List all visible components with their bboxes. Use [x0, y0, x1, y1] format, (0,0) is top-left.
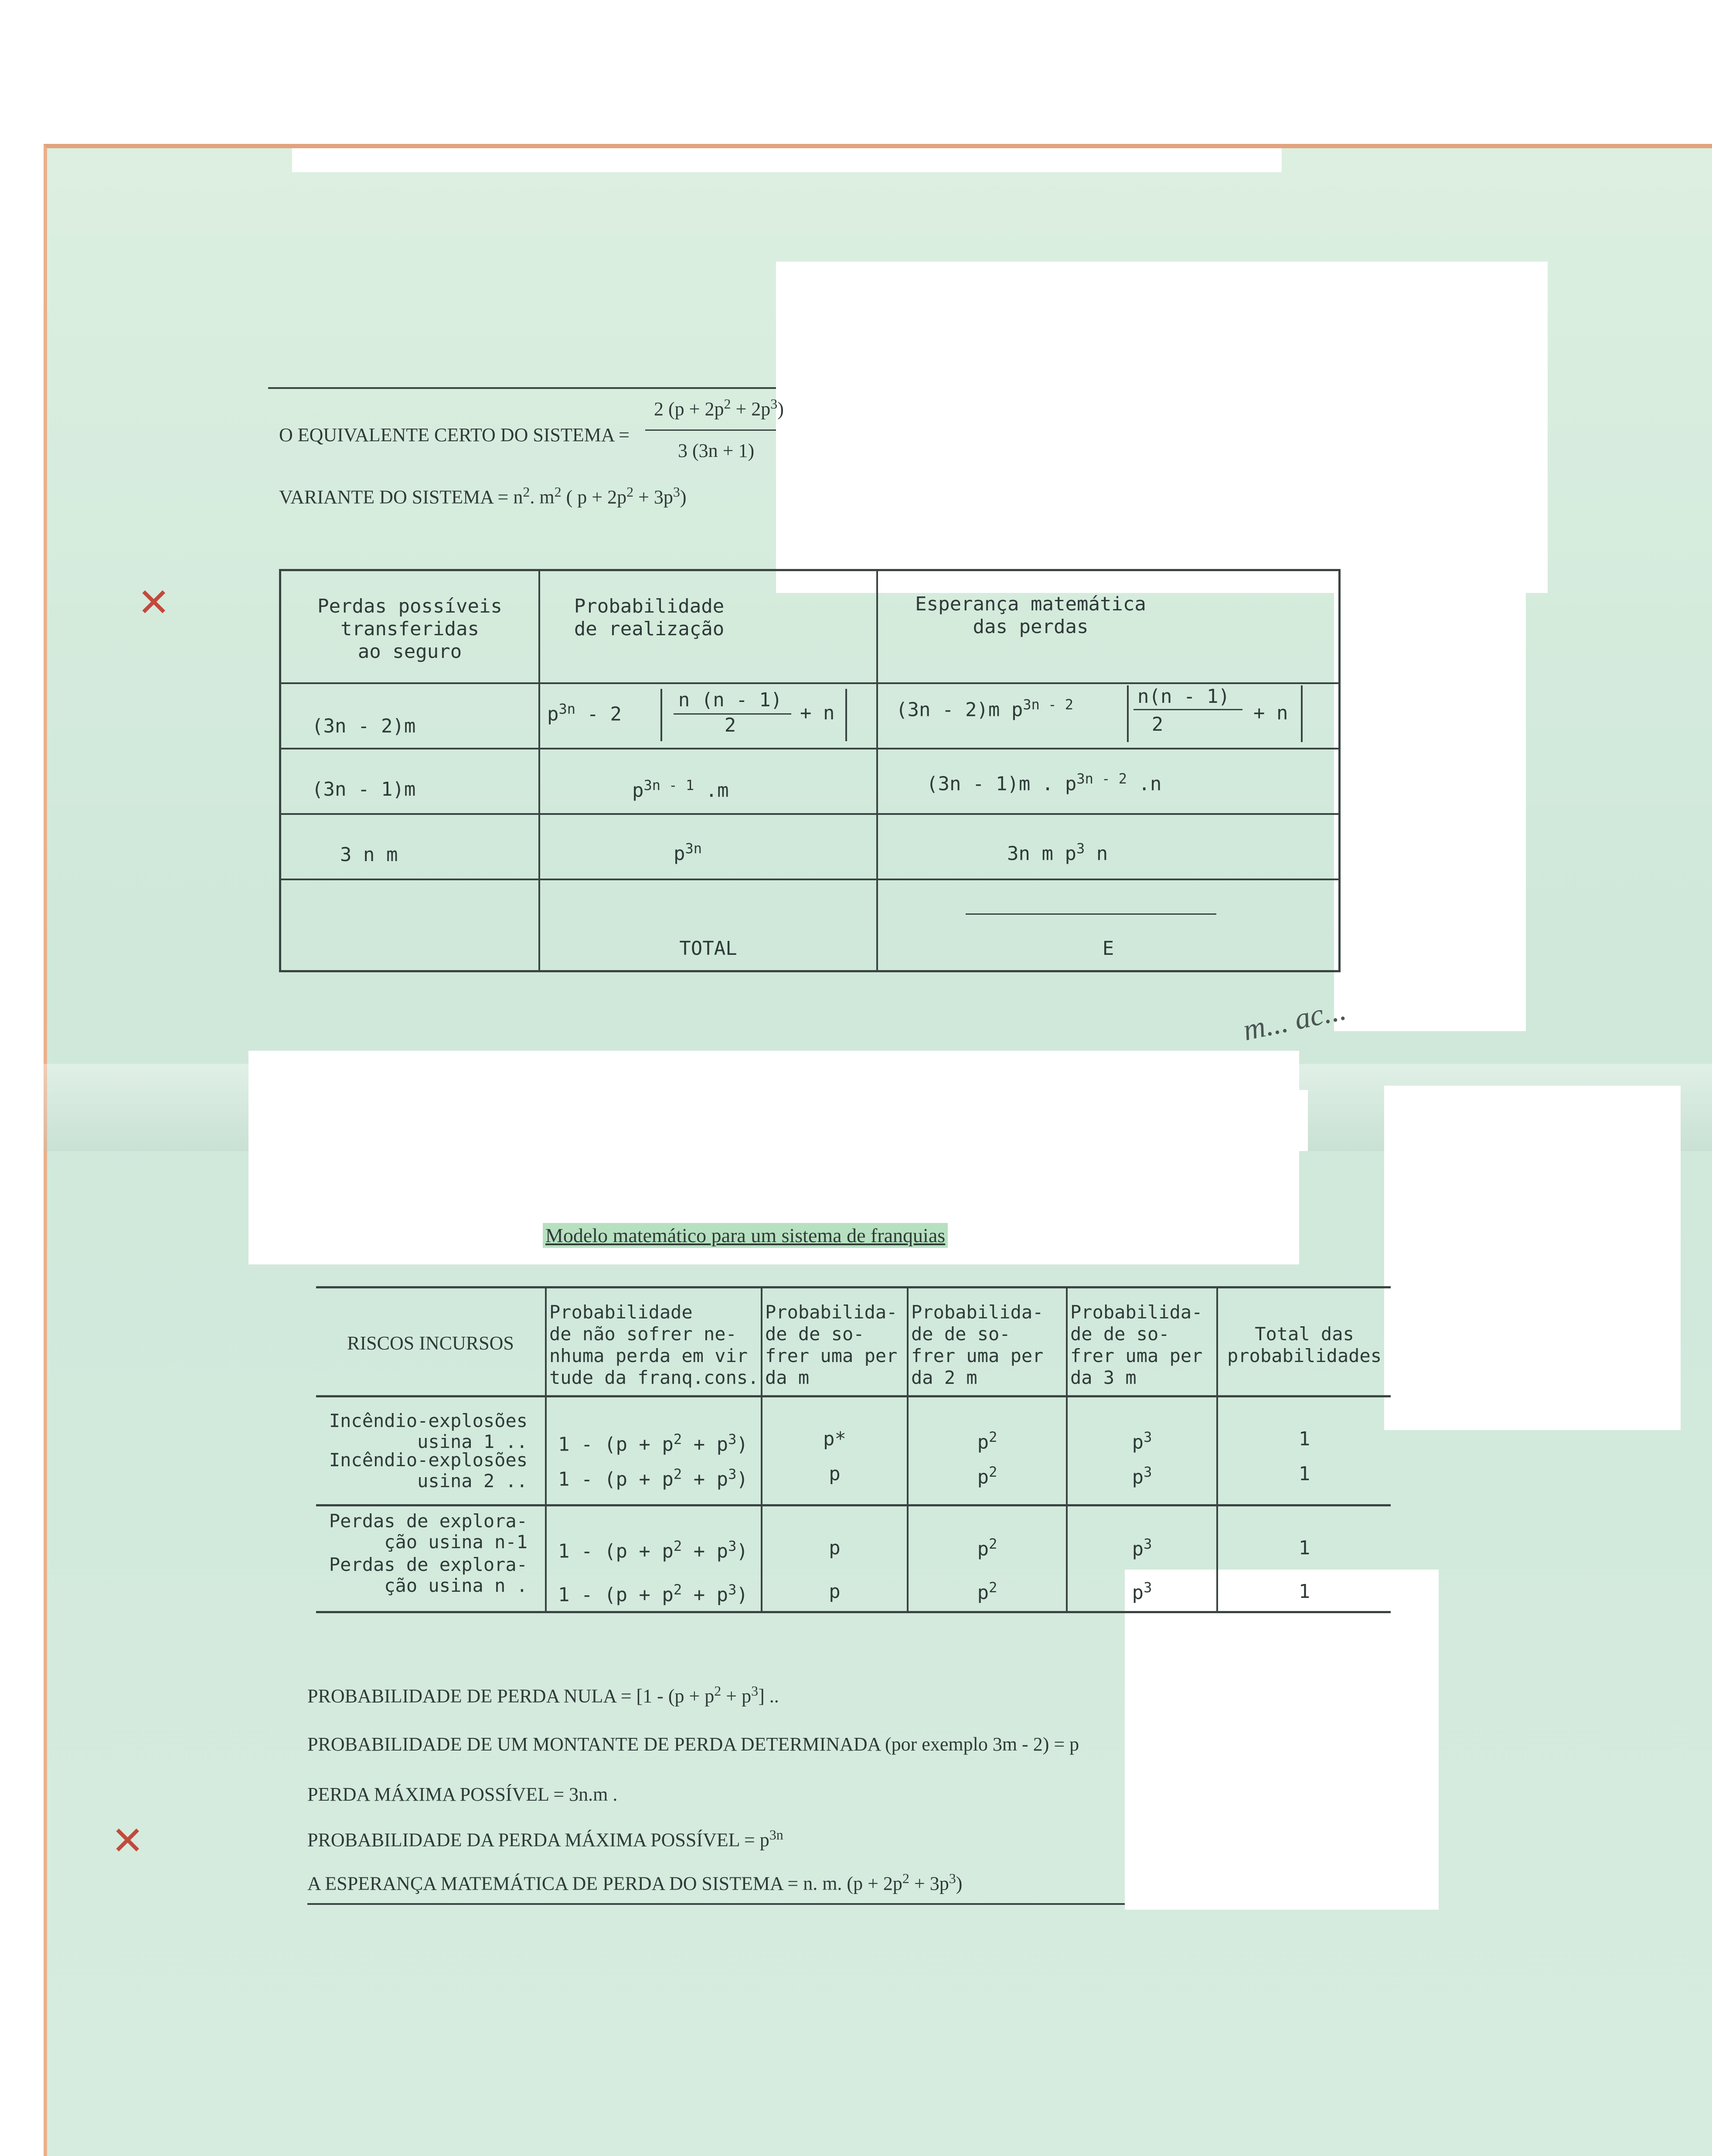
t1-row-divider-3: [281, 813, 1338, 815]
t2-row2-p3: $p^3$: [1132, 1464, 1152, 1488]
t1-row-divider-2: [281, 748, 1338, 749]
t1-row-divider-1: [281, 682, 1338, 684]
t1-row1-esp-frac-den: 2: [1151, 713, 1164, 736]
t1-row2-loss: (3n - 1)m: [312, 778, 416, 800]
t2-row1-none: $1 - (p + p^2 + p^3)$: [558, 1431, 748, 1456]
franchise-model-title: Modelo matemático para um sistema de franquias: [543, 1223, 948, 1248]
t2-header-p2: Probabilida- de de so- frer uma per da 2 m: [911, 1301, 1044, 1388]
table-franchise-model: [316, 1286, 1391, 1613]
t1-header-esp: Esperança matemática das perdas: [915, 593, 1146, 638]
t1-total-rule: [966, 913, 1216, 915]
t2-row1-p2: $p^2$: [977, 1429, 997, 1454]
bottom-rule: [307, 1903, 1125, 1905]
prob-max-loss: PROBABILIDADE DA PERDA MÁXIMA POSSÍVEL = $p^{3n}$: [307, 1827, 783, 1851]
redaction-lower-right: [1384, 1086, 1681, 1430]
t1-row1-prob-plus: + n: [800, 702, 835, 724]
t1-row2-prob: $p^{3n - 1}$ .m: [632, 777, 729, 802]
t1-header-loss: Perdas possíveis transferidas ao seguro: [317, 595, 502, 663]
x-mark-bottom: ✕: [111, 1818, 144, 1864]
prob-null-loss: PROBABILIDADE DE PERDA NULA = [$1 - (p + p^2 + p^3]$ ..: [307, 1683, 779, 1707]
t1-row1-esp: (3n - 2)m $p^{3n - 2}$: [896, 696, 1073, 721]
variance-formula: VARIANTE DO SISTEMA = $n^2$. $m^2$ ( $p + 2p^2 + 3p^3$): [279, 484, 687, 508]
t1-row1-esp-plus: + n: [1253, 702, 1288, 724]
t2-row3-p1: p: [829, 1537, 841, 1559]
t1-row1-esp-frac-bar: [1133, 709, 1242, 710]
table-expectations: [279, 569, 1341, 972]
redaction-middle-right: [1197, 1090, 1308, 1151]
t1-row-divider-4: [281, 879, 1338, 880]
t1-total-label: TOTAL: [679, 937, 737, 960]
t1-row1-loss: (3n - 2)m: [312, 715, 416, 737]
redaction-top-strip: [292, 148, 1282, 172]
t2-col-divider-1: [545, 1286, 547, 1613]
handwritten-note: m... ac...: [1240, 992, 1349, 1048]
t2-row2-total: 1: [1298, 1463, 1310, 1485]
t2-header-risks: RISCOS INCURSOS: [347, 1332, 514, 1354]
x-mark-top: ✕: [137, 580, 170, 626]
t1-total-value: E: [1102, 937, 1114, 960]
equiv-label: O EQUIVALENTE CERTO DO SISTEMA =: [279, 424, 630, 446]
t2-header-p1: Probabilida- de de so- frer uma per da m: [765, 1301, 898, 1388]
t2-row4-p1: p: [829, 1580, 841, 1603]
t2-header-p3: Probabilida- de de so- frer uma per da 3 m: [1070, 1301, 1203, 1388]
prob-determined-amount: PROBABILIDADE DE UM MONTANTE DE PERDA DETERMINADA (por exemplo 3m - 2) = p: [307, 1734, 1079, 1755]
t2-row1-risk: Incêndio-explosões usina 1 ..: [329, 1410, 528, 1452]
t2-header-rule: [316, 1395, 1391, 1397]
t2-row4-risk: Perdas de explora- ção usina n .: [329, 1554, 528, 1596]
t2-row3-none: $1 - (p + p^2 + p^3)$: [558, 1538, 748, 1563]
t2-row2-p2: $p^2$: [977, 1464, 997, 1488]
t2-row3-total: 1: [1298, 1537, 1310, 1559]
t1-row3-prob: $p^{3n}$: [674, 840, 702, 865]
top-rule: [268, 387, 776, 389]
redaction-bottom-right: [1125, 1570, 1439, 1910]
equiv-numerator: 2 $(p + 2p^2 + 2p^3)$: [654, 396, 784, 420]
equiv-fraction-bar: [645, 429, 776, 431]
t2-top-rule: [316, 1286, 1391, 1288]
t2-row4-none: $1 - (p + p^2 + p^3)$: [558, 1581, 748, 1606]
t1-row1-prob-frac-num: n (n - 1): [678, 689, 783, 711]
t1-row1-prob: $p^{3n} - 2$: [547, 701, 622, 725]
t2-header-total: Total das probabilidades: [1227, 1323, 1382, 1366]
system-expectation: A ESPERANÇA MATEMÁTICA DE PERDA DO SISTEMA = n. m. $(p + 2p^2 + 3p^3)$: [307, 1870, 963, 1894]
t2-row2-none: $1 - (p + p^2 + p^3)$: [558, 1466, 748, 1491]
t1-row2-esp: (3n - 1)m . $p^{3n - 2}$ .n: [926, 770, 1162, 795]
redaction-right-block: [1334, 593, 1526, 1031]
t1-row3-loss: 3 n m: [340, 844, 398, 866]
t2-header-none: Probabilidade de não sofrer ne- nhuma perda em vir tude da franq.cons.: [549, 1301, 759, 1388]
t2-row4-p3: $p^3$: [1132, 1579, 1152, 1604]
t2-row1-p1: p*: [823, 1428, 846, 1450]
t2-row2-p1: p: [829, 1463, 841, 1485]
equiv-denominator: 3 (3n + 1): [678, 440, 755, 461]
t2-row2-risk: Incêndio-explosões usina 2 ..: [329, 1449, 528, 1492]
redaction-top-right: [776, 262, 1548, 593]
t2-row3-p2: $p^2$: [977, 1536, 997, 1560]
t1-row1-prob-frac-den: 2: [724, 714, 736, 736]
t2-row1-total: 1: [1298, 1428, 1310, 1450]
t2-row1-p3: $p^3$: [1132, 1429, 1152, 1454]
max-possible-loss: PERDA MÁXIMA POSSÍVEL = 3n.m .: [307, 1784, 618, 1805]
t2-bottom-rule: [316, 1611, 1391, 1613]
t2-row3-p3: $p^3$: [1132, 1536, 1152, 1560]
t2-row4-p2: $p^2$: [977, 1579, 997, 1604]
t1-row1-esp-frac-num: n(n - 1): [1137, 685, 1230, 708]
t1-header-prob: Probabilidade de realização: [574, 595, 725, 640]
t1-row3-esp: 3n m $p^3$ n: [1007, 840, 1108, 865]
t2-row4-total: 1: [1298, 1580, 1310, 1603]
t2-group-rule: [316, 1504, 1391, 1506]
t2-row3-risk: Perdas de explora- ção usina n-1: [329, 1510, 528, 1553]
